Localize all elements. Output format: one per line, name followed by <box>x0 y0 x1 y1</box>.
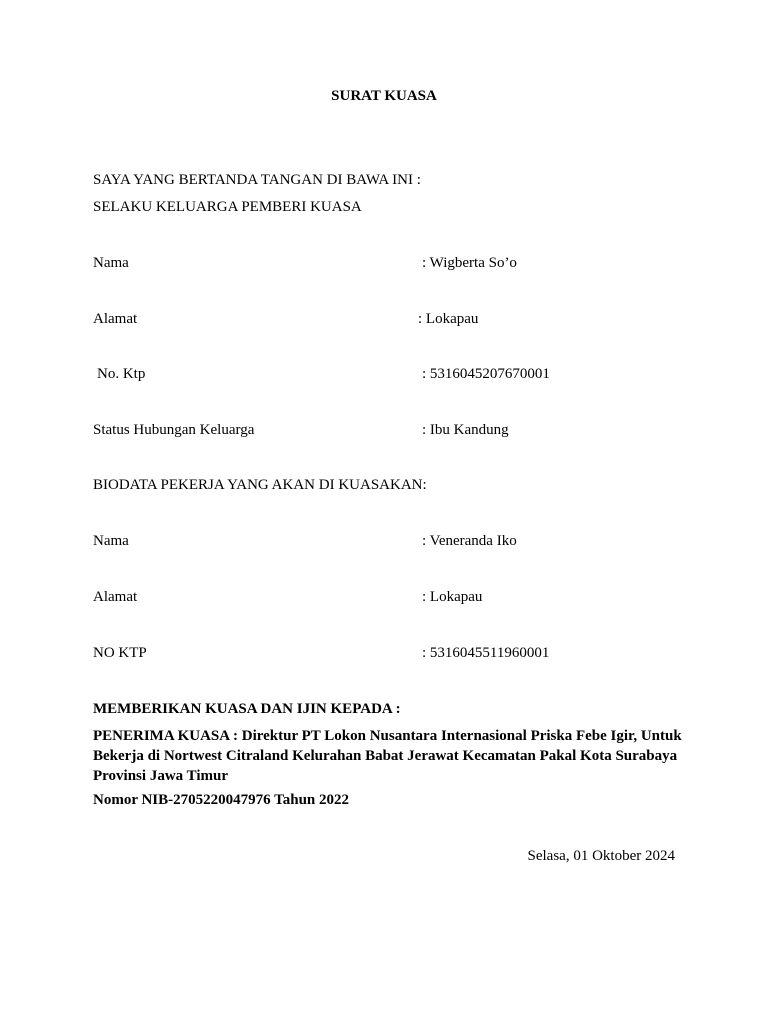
grantor-ktp-value: : 5316045207670001 <box>422 366 550 382</box>
worker-address-value: : Lokapau <box>422 589 483 605</box>
worker-ktp-label: NO KTP <box>93 645 147 661</box>
grantor-relation-value: : Ibu Kandung <box>422 422 509 438</box>
intro-line-1: SAYA YANG BERTANDA TANGAN DI BAWA INI : <box>93 172 421 188</box>
authorization-heading: MEMBERIKAN KUASA DAN IJIN KEPADA : <box>93 701 401 717</box>
grantor-name-label: Nama <box>93 255 129 271</box>
grantor-name-value: : Wigberta So’o <box>422 255 517 271</box>
document-title: SURAT KUASA <box>331 88 437 104</box>
grantor-address-label: Alamat <box>93 311 138 327</box>
date-line: Selasa, 01 Oktober 2024 <box>527 848 675 864</box>
intro-line-2: SELAKU KELUARGA PEMBERI KUASA <box>93 199 362 215</box>
nib-line: Nomor NIB-2705220047976 Tahun 2022 <box>93 792 350 808</box>
grantor-relation-label: Status Hubungan Keluarga <box>93 422 255 438</box>
worker-ktp-value: : 5316045511960001 <box>422 645 550 661</box>
grantor-address-value: : Lokapau <box>418 311 479 327</box>
worker-name-label: Nama <box>93 533 129 549</box>
worker-name-value: : Veneranda Iko <box>422 533 517 549</box>
worker-address-label: Alamat <box>93 589 138 605</box>
recipient-paragraph: PENERIMA KUASA : Direktur PT Lokon Nusantara Internasional Priska Febe Igir, Untuk Bekerja di Nortwest Citraland Kelurahan Babat Jerawat Kecamatan Pakal Kota Surabaya Provinsi Jawa Timur <box>93 728 682 784</box>
worker-heading: BIODATA PEKERJA YANG AKAN DI KUASAKAN: <box>93 477 427 493</box>
grantor-ktp-label: No. Ktp <box>97 366 146 382</box>
